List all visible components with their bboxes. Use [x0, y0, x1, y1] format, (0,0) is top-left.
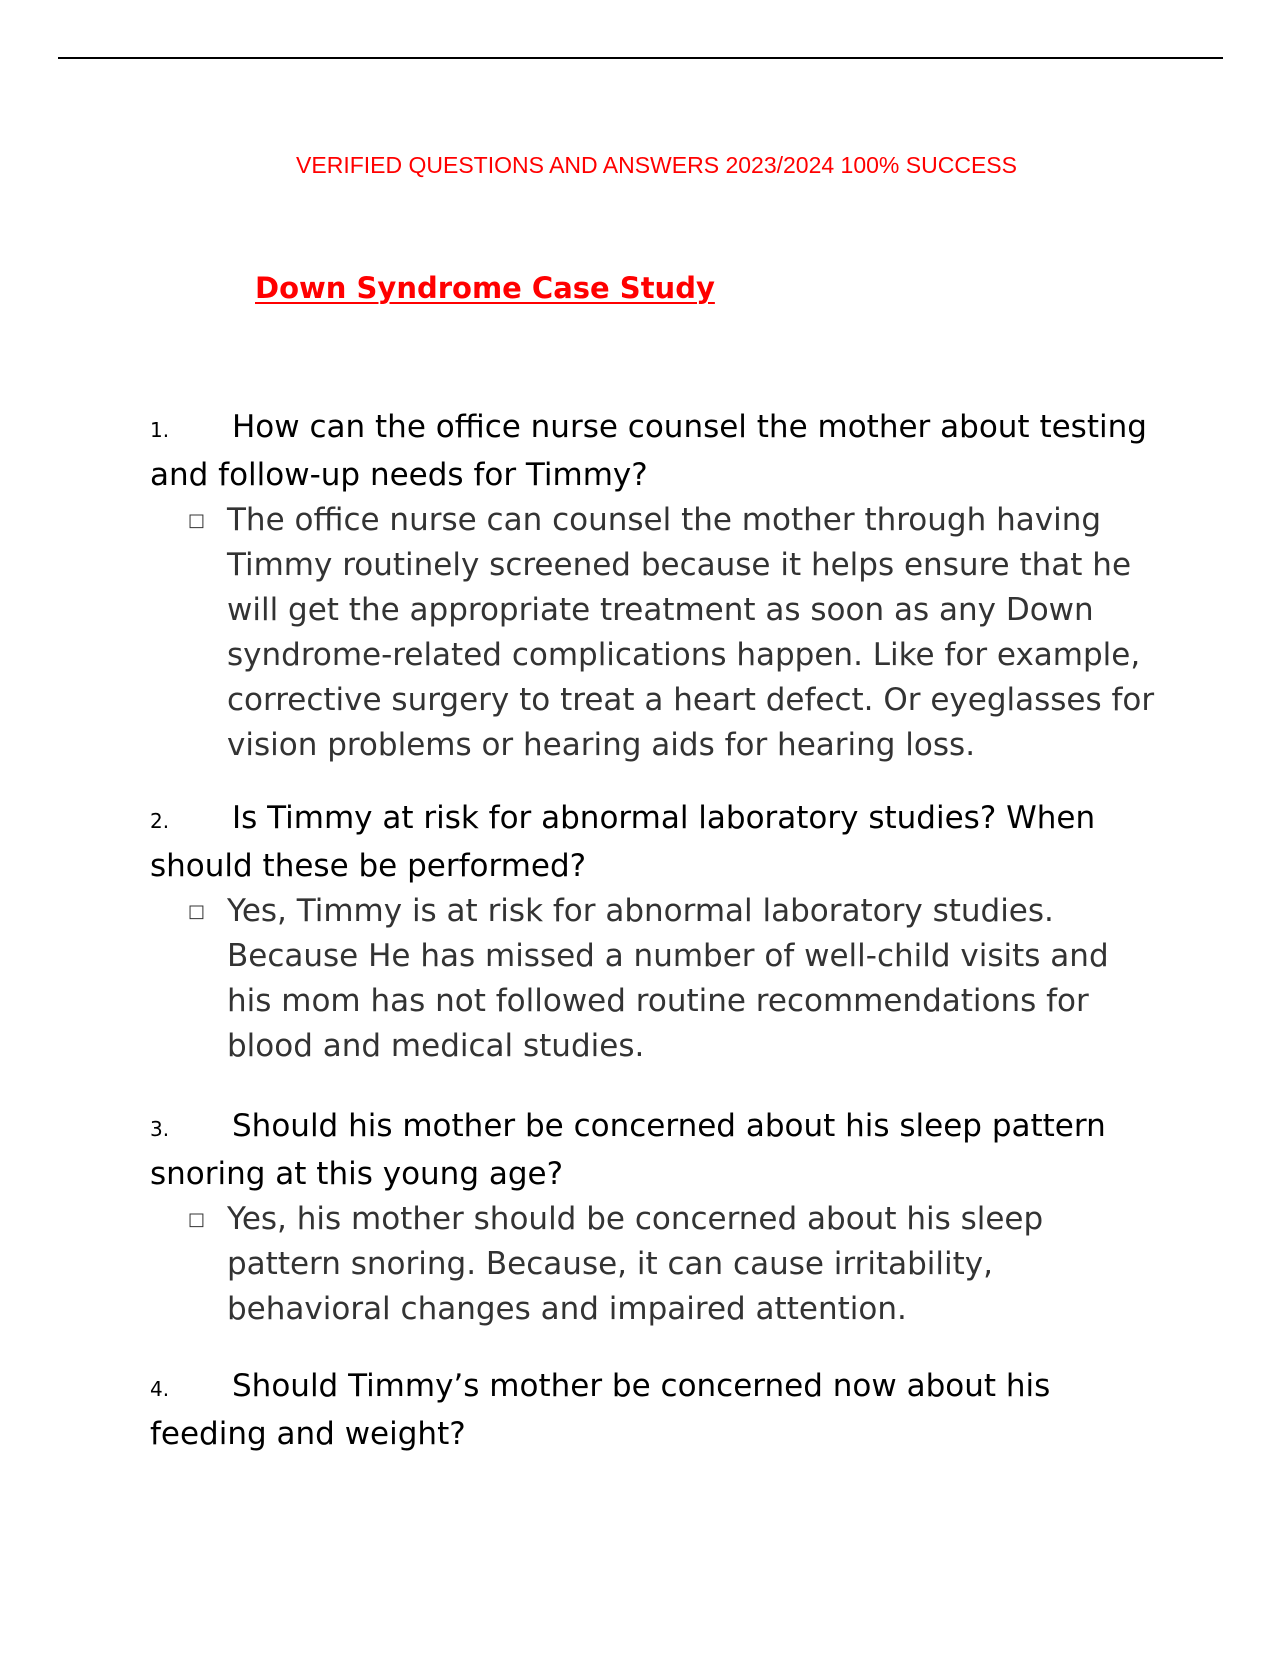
question-3 [150, 1104, 1160, 1197]
qa-item-4 [150, 1364, 1160, 1457]
question-number: 1. [150, 418, 170, 442]
answer-1 [150, 498, 1160, 768]
question-text: How can the office nurse counsel the mother about testing and follow-up needs for Timmy? [150, 409, 1147, 493]
question-text: Should Timmy’s mother be concerned now about his feeding and weight? [150, 1368, 1051, 1452]
question-2 [150, 796, 1160, 889]
qa-item-1 [150, 405, 1160, 768]
answer-text: Yes, his mother should be concerned about his sleep pattern snoring. Because, it can cause irritability, behavioral changes and impaired attention. [227, 1201, 1044, 1327]
answer-text: Yes, Timmy is at risk for abnormal laboratory studies. Because He has missed a number of well-child visits and his mom has not followed routine recommendations for blood and medical studies. [227, 893, 1109, 1064]
top-rule [58, 57, 1223, 59]
question-text: Is Timmy at risk for abnormal laboratory studies? When should these be performed? [150, 800, 1096, 884]
answer-3 [150, 1197, 1160, 1332]
question-4 [150, 1364, 1160, 1457]
question-number: 2. [150, 809, 170, 833]
page-title: Down Syndrome Case Study [255, 271, 715, 305]
question-1 [150, 405, 1160, 498]
bullet-icon: □ [188, 901, 206, 922]
answer-2 [150, 889, 1160, 1069]
qa-item-3 [150, 1104, 1160, 1332]
qa-item-2 [150, 796, 1160, 1069]
question-number: 3. [150, 1117, 170, 1141]
question-number: 4. [150, 1377, 170, 1401]
verified-banner: VERIFIED QUESTIONS AND ANSWERS 2023/2024 100% SUCCESS [296, 152, 1017, 178]
answer-text: The office nurse can counsel the mother through having Timmy routinely screened because it helps ensure that he will get the appropriate treatment as soon as any Down syndrome-related complications happen. Like for example, corrective surgery to treat a heart defect. Or eyeglasses for vision problems or hearing aids for hearing loss. [227, 502, 1155, 763]
bullet-icon: □ [188, 510, 206, 531]
question-text: Should his mother be concerned about his sleep pattern snoring at this young age? [150, 1108, 1106, 1192]
bullet-icon: □ [188, 1209, 206, 1230]
